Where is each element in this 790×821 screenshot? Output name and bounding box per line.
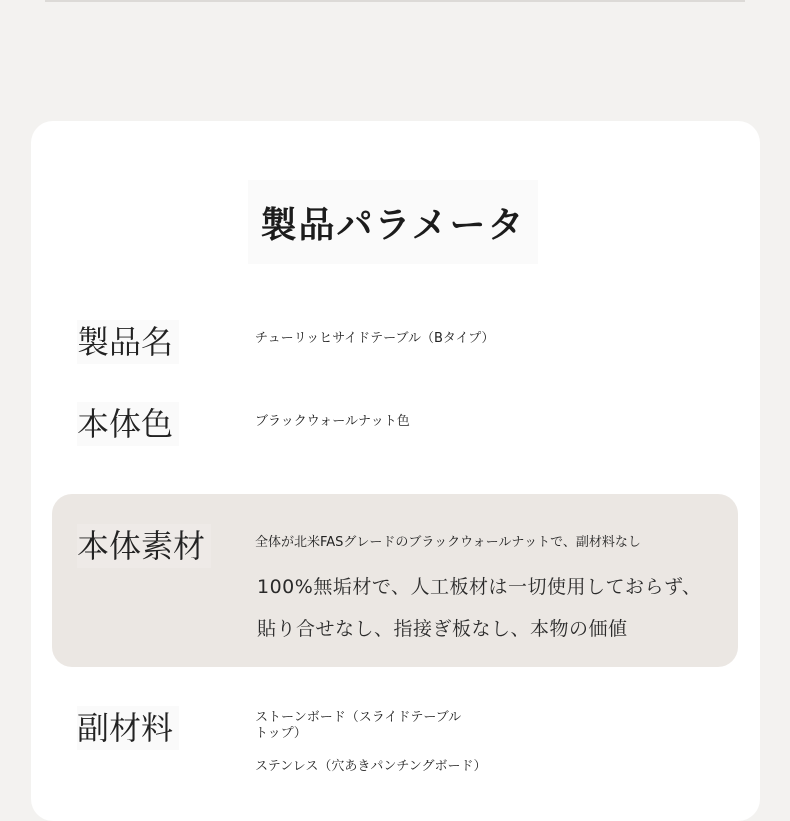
sub-material-value-1b: トップ） [255,726,307,741]
product-name-label: 製品名 [77,320,179,364]
body-material-value: 全体が北米FASグレードのブラックウォールナットで、副材料なし [255,535,641,550]
body-material-label: 本体素材 [77,524,211,568]
material-detail-line-2: 貼り合せなし、指接ぎ板なし、本物の価値 [257,618,628,640]
body-color-label: 本体色 [77,402,179,446]
section-title: 製品パラメータ [248,180,538,264]
body-color-value: ブラックウォールナット色 [255,414,410,429]
sub-material-value-1a: ストーンボード（スライドテーブル [255,710,462,725]
material-detail-line-1: 100%無垢材で、人工板材は一切使用しておらず、 [257,576,702,598]
top-divider [45,0,745,2]
sub-material-value-2: ステンレス（穴あきパンチングボード） [255,759,487,774]
product-name-value: チューリッヒサイドテーブル（Bタイプ） [255,331,495,346]
sub-material-label: 副材料 [77,706,179,750]
